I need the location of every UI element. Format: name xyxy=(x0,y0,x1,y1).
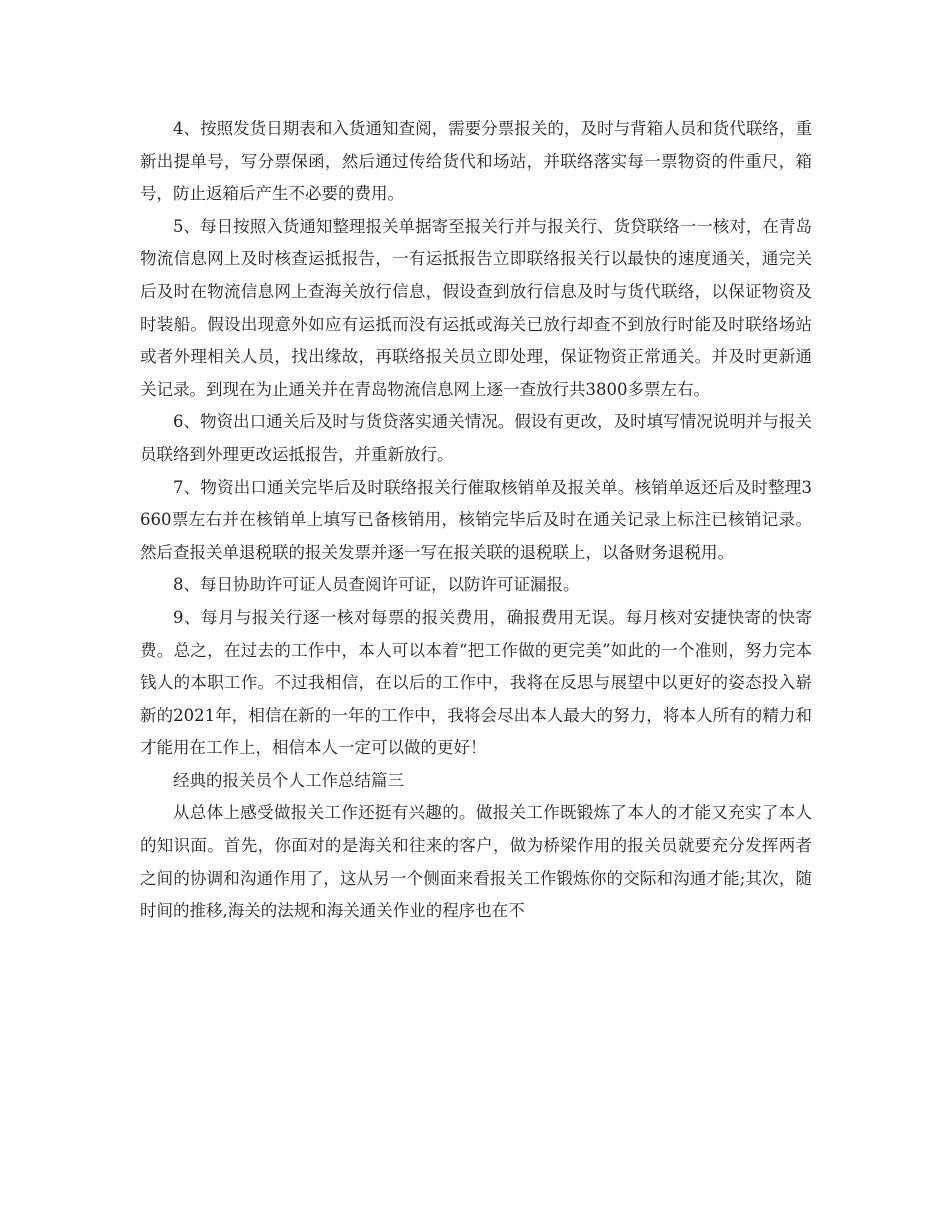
paragraph-section-three-intro: 从总体上感受做报关工作还挺有兴趣的。做报关工作既锻炼了本人的才能又充实了本人的知识面。首先，你面对的是海关和往来的客户，做为桥梁作用的报关员就要充分发挥两者之间的协调和沟通作用了，这从另一个侧面来看报关工作锻炼你的交际和沟通才能;其次，随时间的推移,海关的法规和海关通关作业的程序也在不 xyxy=(140,803,812,921)
paragraph-item-6: 6、物资出口通关后及时与货贷落实通关情况。假设有更改，及时填写情况说明并与报关员联络到外理更改运抵报告，并重新放行。 xyxy=(140,412,812,464)
section-heading: 经典的报关员个人工作总结篇三 xyxy=(173,770,404,790)
paragraph-item-8: 8、每日协助许可证人员查阅许可证，以防许可证漏报。 xyxy=(173,575,580,595)
paragraph-item-4: 4、按照发货日期表和入货通知查阅，需要分票报关的，及时与背箱人员和货代联络，重新出提单号，写分票保函，然后通过传给货代和场站，并联络落实每一票物资的件重尺，箱号，防止返箱后产生不必要的费用。 xyxy=(140,119,812,204)
paragraph-item-9: 9、每月与报关行逐一核对每票的报关费用，确报费用无误。每月核对安捷快寄的快寄费。总之，在过去的工作中，本人可以本着“把工作做的更完美”如此的一个准则，努力完本钱人的本职工作。不过我相信，在以后的工作中，我将在反思与展望中以更好的姿态投入崭新的2021年，相信在新的一年的工作中，我将会尽出本人最大的努力，将本人所有的精力和才能用在工作上，相信本人一定可以做的更好！ xyxy=(140,607,812,758)
document-body xyxy=(140,113,812,928)
paragraph-item-7: 7、物资出口通关完毕后及时联络报关行催取核销单及报关单。核销单返还后及时整理3660票左右并在核销单上填写已备核销用，核销完毕后及时在通关记录上标注已核销记录。然后查报关单退税联的报关发票并逐一写在报关联的退税联上，以备财务退税用。 xyxy=(140,477,812,562)
paragraph-item-5: 5、每日按照入货通知整理报关单据寄至报关行并与报关行、货贷联络一一核对，在青岛物流信息网上及时核查运抵报告，一有运抵报告立即联络报关行以最快的速度通关，通完关后及时在物流信息网上查海关放行信息，假设查到放行信息及时与货代联络，以保证物资及时装船。假设出现意外如应有运抵而没有运抵或海关已放行却查不到放行时能及时联络场站或者外理相关人员，找出缘故，再联络报关员立即处理，保证物资正常通关。并及时更新通关记录。到现在为止通关并在青岛物流信息网上逐一查放行共3800多票左右。 xyxy=(140,216,812,399)
